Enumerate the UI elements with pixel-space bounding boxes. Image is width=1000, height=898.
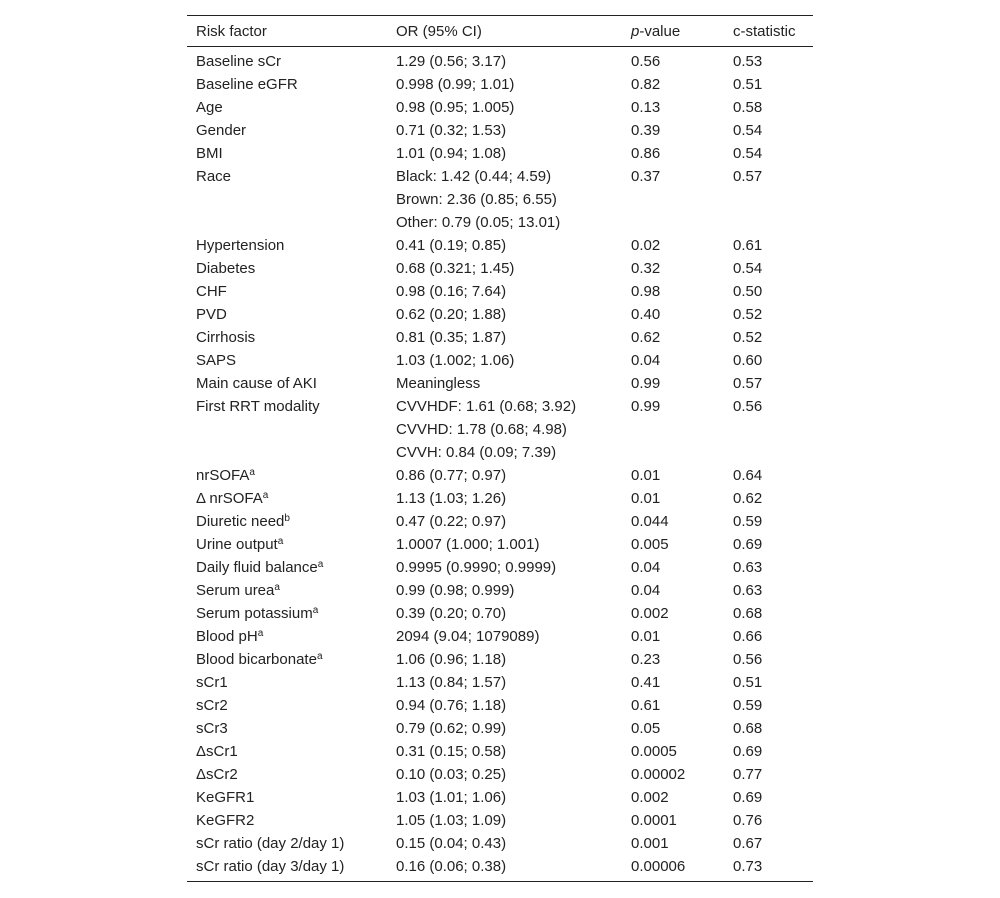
table-row [187,487,813,510]
odds-ratio-cell: 0.86 (0.77; 0.97) [396,467,507,484]
p-value-cell: 0.00002 [631,766,686,783]
odds-ratio-cell: 0.998 (0.99; 1.01) [396,76,515,93]
c-statistic-cell: 0.52 [733,306,763,323]
odds-ratio-cell: 1.13 (1.03; 1.26) [396,490,507,507]
header-row [187,16,813,47]
header-or: OR (95% CI) [387,16,622,47]
risk-factor-cell [187,73,387,96]
c-statistic-cell: 0.53 [733,53,763,70]
risk-factor-label: Serum urea [196,582,275,599]
risk-factor-label: First RRT modality [196,398,320,415]
p-value-cell: 0.99 [631,398,661,415]
risk-factor-label: KeGFR1 [196,789,255,806]
odds-ratio-cell [387,395,622,464]
p-value-cell: 0.13 [631,99,661,116]
risk-factor-cell [187,464,387,487]
table-row [187,786,813,809]
risk-factor-label: PVD [196,306,227,323]
odds-ratio-cell: 0.98 (0.16; 7.64) [396,283,507,300]
risk-factor-cell [187,625,387,648]
odds-ratio-line: Black: 1.42 (0.44; 4.59) [396,168,552,185]
risk-factor-label: Hypertension [196,237,285,254]
risk-factor-cell [187,119,387,142]
p-value-cell: 0.39 [631,122,661,139]
c-statistic-cell: 0.64 [733,467,763,484]
p-value-cell: 0.0005 [631,743,677,760]
table-row [187,326,813,349]
risk-factor-label: Gender [196,122,247,139]
table-row [187,763,813,786]
risk-factor-cell [187,510,387,533]
odds-ratio-cell: 0.99 (0.98; 0.999) [396,582,515,599]
c-statistic-cell: 0.68 [733,720,763,737]
footnote-marker: a [277,536,284,547]
risk-factor-label: SAPS [196,352,237,369]
c-statistic-cell: 0.54 [733,122,763,139]
table-row [187,47,813,74]
table-row [187,556,813,579]
table-row [187,280,813,303]
risk-factor-cell [187,326,387,349]
c-statistic-cell: 0.62 [733,490,763,507]
risk-factor-cell [187,717,387,740]
c-statistic-cell: 0.67 [733,835,763,852]
c-statistic-cell: 0.61 [733,237,763,254]
risk-factor-label: Blood pH [196,628,258,645]
odds-ratio-cell: 0.39 (0.20; 0.70) [396,605,507,622]
odds-ratio-cell: 1.06 (0.96; 1.18) [396,651,507,668]
risk-factor-label: CHF [196,283,227,300]
c-statistic-cell: 0.59 [733,697,763,714]
c-statistic-cell: 0.69 [733,743,763,760]
risk-factor-label: Diabetes [196,260,256,277]
footnote-marker: a [249,467,255,478]
odds-ratio-cell: 1.01 (0.94; 1.08) [396,145,507,162]
risk-factor-label: sCr1 [196,674,228,691]
risk-factor-label: Δ nrSOFA [196,490,263,507]
p-value-cell: 0.56 [631,53,661,70]
risk-factor-cell [187,303,387,326]
p-value-cell: 0.41 [631,674,661,691]
p-value-cell: 0.0001 [631,812,677,829]
risk-factor-cell [187,786,387,809]
risk-factor-cell [187,96,387,119]
risk-factor-label: Race [196,168,232,185]
risk-factor-label: Daily fluid balance [196,559,318,576]
p-value-cell: 0.05 [631,720,661,737]
c-statistic-cell: 0.60 [733,352,763,369]
footnote-marker: a [262,490,269,501]
odds-ratio-cell: 1.03 (1.002; 1.06) [396,352,515,369]
p-value-cell: 0.86 [631,145,661,162]
risk-factor-cell [187,349,387,372]
p-value-cell: 0.61 [631,697,661,714]
risk-factor-label: sCr ratio (day 3/day 1) [196,858,345,875]
odds-ratio-cell: 0.68 (0.321; 1.45) [396,260,515,277]
risk-factor-cell [187,47,387,74]
footnote-marker: b [284,513,290,524]
p-value-cell: 0.01 [631,490,661,507]
c-statistic-cell: 0.51 [733,76,763,93]
footnote-marker: a [257,628,264,639]
risk-factor-label: Diuretic need [196,513,285,530]
odds-ratio-cell: 0.15 (0.04; 0.43) [396,835,507,852]
odds-ratio-cell: 0.98 (0.95; 1.005) [396,99,515,116]
risk-factor-cell [187,487,387,510]
table-row [187,625,813,648]
table-row [187,671,813,694]
risk-factor-cell [187,855,387,882]
odds-ratio-cell: 1.0007 (1.000; 1.001) [396,536,540,553]
odds-ratio-cell: 0.71 (0.32; 1.53) [396,122,507,139]
risk-factor-label: Urine output [196,536,278,553]
odds-ratio-cell: 0.41 (0.19; 0.85) [396,237,507,254]
odds-ratio-line: CVVHD: 1.78 (0.68; 4.98) [396,421,567,438]
c-statistic-cell: 0.52 [733,329,763,346]
risk-factor-label: KeGFR2 [196,812,255,829]
c-statistic-cell: 0.59 [733,513,763,530]
table-row [187,533,813,556]
risk-factor-cell [187,257,387,280]
table-row [187,579,813,602]
odds-ratio-cell: 0.94 (0.76; 1.18) [396,697,507,714]
c-statistic-cell: 0.68 [733,605,763,622]
p-value-cell: 0.99 [631,375,661,392]
footnote-marker: a [316,651,323,662]
p-value-cell: 0.98 [631,283,661,300]
c-statistic-cell: 0.63 [733,559,763,576]
odds-ratio-line: CVVHDF: 1.61 (0.68; 3.92) [396,398,577,415]
risk-factor-label: Blood bicarbonate [196,651,317,668]
table-row [187,372,813,395]
header-p-value [622,16,724,47]
table-row [187,648,813,671]
risk-factor-label: Main cause of AKI [196,375,317,392]
risk-factor-cell [187,556,387,579]
risk-factor-label: sCr3 [196,720,228,737]
risk-factor-cell [187,671,387,694]
table-row [187,395,813,464]
odds-ratio-cell: 0.47 (0.22; 0.97) [396,513,507,530]
risk-factor-cell [187,234,387,257]
odds-ratio-cell: 0.10 (0.03; 0.25) [396,766,507,783]
footnote-marker: a [274,582,280,593]
odds-ratio-cell: 1.03 (1.01; 1.06) [396,789,507,806]
c-statistic-cell: 0.69 [733,536,763,553]
c-statistic-cell: 0.57 [733,168,763,185]
p-value-cell: 0.82 [631,76,661,93]
c-statistic-cell: 0.51 [733,674,763,691]
p-value-cell: 0.002 [631,605,669,622]
risk-factor-table [187,15,813,882]
risk-factor-cell [187,533,387,556]
table-row [187,119,813,142]
table-row [187,142,813,165]
risk-factor-cell [187,740,387,763]
risk-factor-cell [187,602,387,625]
table-body [187,47,813,882]
c-statistic-cell: 0.69 [733,789,763,806]
p-value-cell: 0.005 [631,536,669,553]
table-row [187,303,813,326]
table-row [187,510,813,533]
risk-factor-cell [187,648,387,671]
odds-ratio-line: Other: 0.79 (0.05; 13.01) [396,214,561,231]
table-row [187,717,813,740]
odds-ratio-cell: 0.16 (0.06; 0.38) [387,855,622,882]
p-value-cell: 0.04 [631,559,661,576]
risk-factor-label: Baseline sCr [196,53,282,70]
risk-factor-cell [187,694,387,717]
p-value-cell: 0.32 [631,260,661,277]
odds-ratio-cell: Meaningless [396,375,481,392]
c-statistic-cell: 0.50 [733,283,763,300]
risk-factor-label: ΔsCr1 [196,743,238,760]
c-statistic-cell: 0.73 [724,855,813,882]
table-row [187,602,813,625]
risk-factor-label: Cirrhosis [196,329,256,346]
p-value-cell: 0.001 [631,835,669,852]
risk-factor-label: Baseline eGFR [196,76,298,93]
odds-ratio-cell: 1.05 (1.03; 1.09) [396,812,507,829]
table-row [187,165,813,234]
table-row [187,257,813,280]
risk-factor-label: Serum potassium [196,605,313,622]
p-value-cell: 0.37 [631,168,661,185]
risk-factor-cell [187,809,387,832]
header-p-rest: -value [639,22,681,40]
header-risk-factor: Risk factor [187,16,387,47]
header-p-italic: p [631,22,640,40]
header-c-statistic: c-statistic [724,16,813,47]
risk-factor-cell [187,142,387,165]
odds-ratio-cell: 1.13 (0.84; 1.57) [396,674,507,691]
c-statistic-cell: 0.77 [733,766,763,783]
table-header [187,16,813,47]
p-value-cell: 0.00006 [622,855,724,882]
table-row [187,855,813,882]
table-row [187,694,813,717]
odds-ratio-cell: 0.79 (0.62; 0.99) [396,720,507,737]
risk-factor-cell [187,832,387,855]
c-statistic-cell: 0.56 [733,651,763,668]
table-row [187,234,813,257]
p-value-cell: 0.40 [631,306,661,323]
odds-ratio-cell: 2094 (9.04; 1079089) [396,628,540,645]
odds-ratio-cell: 0.9995 (0.9990; 0.9999) [396,559,557,576]
odds-ratio-cell: 0.81 (0.35; 1.87) [396,329,507,346]
table-row [187,464,813,487]
risk-factor-cell [187,763,387,786]
risk-factor-cell [187,372,387,395]
risk-factor-cell [187,165,387,234]
p-value-cell: 0.02 [631,237,661,254]
risk-factor-label: sCr ratio (day 2/day 1) [196,835,345,852]
c-statistic-cell: 0.57 [733,375,763,392]
c-statistic-cell: 0.66 [733,628,763,645]
footnote-marker: a [317,559,324,570]
p-value-cell: 0.04 [631,582,661,599]
table-row [187,349,813,372]
odds-ratio-cell [387,165,622,234]
c-statistic-cell: 0.54 [733,260,763,277]
table-row [187,809,813,832]
odds-ratio-line: CVVH: 0.84 (0.09; 7.39) [396,444,557,461]
table-row [187,73,813,96]
p-value-cell: 0.01 [631,628,661,645]
c-statistic-cell: 0.56 [733,398,763,415]
c-statistic-cell: 0.63 [733,582,763,599]
footnote-marker: a [312,605,319,616]
p-value-cell: 0.23 [631,651,661,668]
p-value-cell: 0.044 [631,513,669,530]
risk-factor-label: BMI [196,145,223,162]
odds-ratio-cell: 0.31 (0.15; 0.58) [396,743,507,760]
p-value-cell: 0.04 [631,352,661,369]
c-statistic-cell: 0.58 [733,99,763,116]
p-value-cell: 0.01 [631,467,661,484]
c-statistic-cell: 0.54 [733,145,763,162]
p-value-cell: 0.62 [631,329,661,346]
p-value-cell: 0.002 [631,789,669,806]
table-row [187,832,813,855]
risk-factor-cell [187,395,387,464]
table-row [187,740,813,763]
risk-factor-label: ΔsCr2 [196,766,238,783]
risk-factor-cell [187,280,387,303]
risk-factor-label: nrSOFA [196,467,250,484]
c-statistic-cell: 0.76 [733,812,763,829]
odds-ratio-cell: 1.29 (0.56; 3.17) [396,53,507,70]
risk-factor-label: Age [196,99,223,116]
risk-factor-label: sCr2 [196,697,228,714]
risk-factor-table-container [187,15,813,882]
odds-ratio-cell: 0.62 (0.20; 1.88) [396,306,507,323]
table-row [187,96,813,119]
risk-factor-cell [187,579,387,602]
odds-ratio-line: Brown: 2.36 (0.85; 6.55) [396,191,557,208]
